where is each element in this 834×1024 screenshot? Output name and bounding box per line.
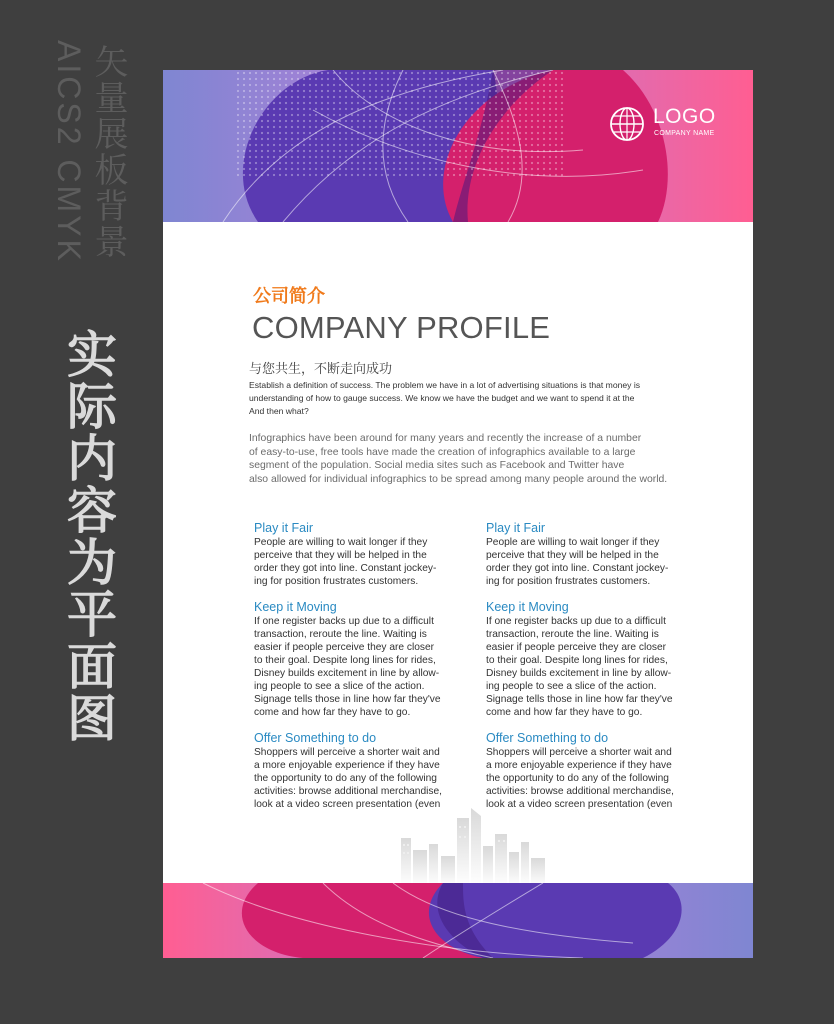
section-line: ing people to see a slice of the action.	[486, 681, 657, 692]
section-line: Shoppers will perceive a shorter wait and	[254, 747, 440, 758]
section-play-it-fair	[254, 521, 469, 600]
section-line: activities: browse additional merchandise,	[254, 786, 442, 797]
section-line: People are willing to wait longer if they	[486, 537, 660, 548]
globe-icon	[609, 106, 645, 142]
section-line: to their goal. Despite long lines for rides,	[486, 655, 668, 666]
paragraph-line: also allowed for individual infographics to be spread among many people around the world.	[249, 473, 668, 485]
section-heading: Keep it Moving	[486, 600, 569, 614]
section-line: the opportunity to do any of the following	[254, 773, 437, 784]
logo-text: LOGO	[653, 105, 716, 128]
section-heading: Play it Fair	[254, 521, 314, 535]
page-title: COMPANY PROFILE	[252, 310, 551, 345]
section-line: a more enjoyable experience if they have	[254, 760, 440, 771]
section-heading: Play it Fair	[486, 521, 546, 535]
section-line: to their goal. Despite long lines for rides,	[254, 655, 436, 666]
section-offer-something	[486, 731, 701, 811]
top-decor-band	[163, 70, 753, 222]
left-column	[254, 521, 469, 811]
section-line: look at a video screen presentation (even	[254, 799, 441, 810]
intro-line: And then what?	[249, 406, 309, 416]
city-skyline-illustration	[389, 808, 559, 886]
section-line: Signage tells those in line how far they've	[486, 694, 673, 705]
section-line: transaction, reroute the line. Waiting is	[254, 629, 427, 640]
section-line: If one register backs up due to a difficult	[254, 616, 434, 627]
section-play-it-fair	[486, 521, 701, 600]
intro-text	[249, 379, 709, 418]
chinese-title: 公司简介	[253, 286, 325, 307]
section-line: come and how far they have to go.	[254, 707, 411, 718]
section-keep-it-moving	[486, 600, 701, 731]
section-line: look at a video screen presentation (even	[486, 799, 673, 810]
slogan: 与您共生，不断走向成功	[249, 362, 393, 377]
section-line: come and how far they have to go.	[486, 707, 643, 718]
section-offer-something	[254, 731, 469, 811]
section-line: activities: browse additional merchandise,	[486, 786, 674, 797]
section-line: easier if people perceive they are closer	[254, 642, 435, 653]
section-line: Shoppers will perceive a shorter wait and	[486, 747, 672, 758]
section-line: Disney builds excitement in line by allow-	[486, 668, 672, 679]
section-heading: Offer Something to do	[486, 731, 609, 745]
paragraph-line: Infographics have been around for many years and recently the increase of a number	[249, 433, 642, 444]
section-heading: Keep it Moving	[254, 600, 337, 614]
section-line: easier if people perceive they are closer	[486, 642, 667, 653]
section-line: order they got into line. Constant jockey-	[486, 563, 669, 574]
section-line: transaction, reroute the line. Waiting is	[486, 629, 659, 640]
section-line: perceive that they will be helped in the	[254, 550, 427, 561]
section-line: ing for position frustrates customers.	[254, 576, 419, 587]
paragraph-line: of easy-to-use, free tools have made the creation of infographics available to a large	[249, 446, 636, 458]
section-line: Signage tells those in line how far they've	[254, 694, 441, 705]
intro-line: Establish a definition of success. The problem we have in a lot of advertising situations is that money is	[249, 380, 641, 390]
side-caption-chinese: 矢量展板背景	[88, 44, 128, 260]
side-caption	[51, 40, 128, 290]
side-caption-latin: AICS2 CMYK	[51, 40, 87, 264]
brochure-page	[163, 70, 753, 958]
intro-line: understanding of how to gauge success. We know we have the budget and we want to spend it at the	[249, 393, 635, 403]
section-line: a more enjoyable experience if they have	[486, 760, 672, 771]
section-line: the opportunity to do any of the following	[486, 773, 669, 784]
section-heading: Offer Something to do	[254, 731, 377, 745]
section-line: Disney builds excitement in line by allow-	[254, 668, 440, 679]
section-line: People are willing to wait longer if they	[254, 537, 428, 548]
section-line: If one register backs up due to a difficult	[486, 616, 666, 627]
side-notice: 实际内容为平面图	[59, 328, 117, 744]
company-logo[interactable]	[609, 106, 729, 146]
logo-company-name: COMPANY NAME	[654, 130, 715, 137]
section-line: perceive that they will be helped in the	[486, 550, 659, 561]
description-paragraph	[249, 432, 719, 486]
section-line: order they got into line. Constant jockey-	[254, 563, 437, 574]
paragraph-line: segment of the population. Social media sites such as Facebook and Twitter have	[249, 460, 625, 471]
section-line: ing for position frustrates customers.	[486, 576, 651, 587]
right-column	[486, 521, 701, 811]
bottom-decor-band	[163, 883, 753, 958]
section-line: ing people to see a slice of the action.	[254, 681, 425, 692]
section-keep-it-moving	[254, 600, 469, 731]
